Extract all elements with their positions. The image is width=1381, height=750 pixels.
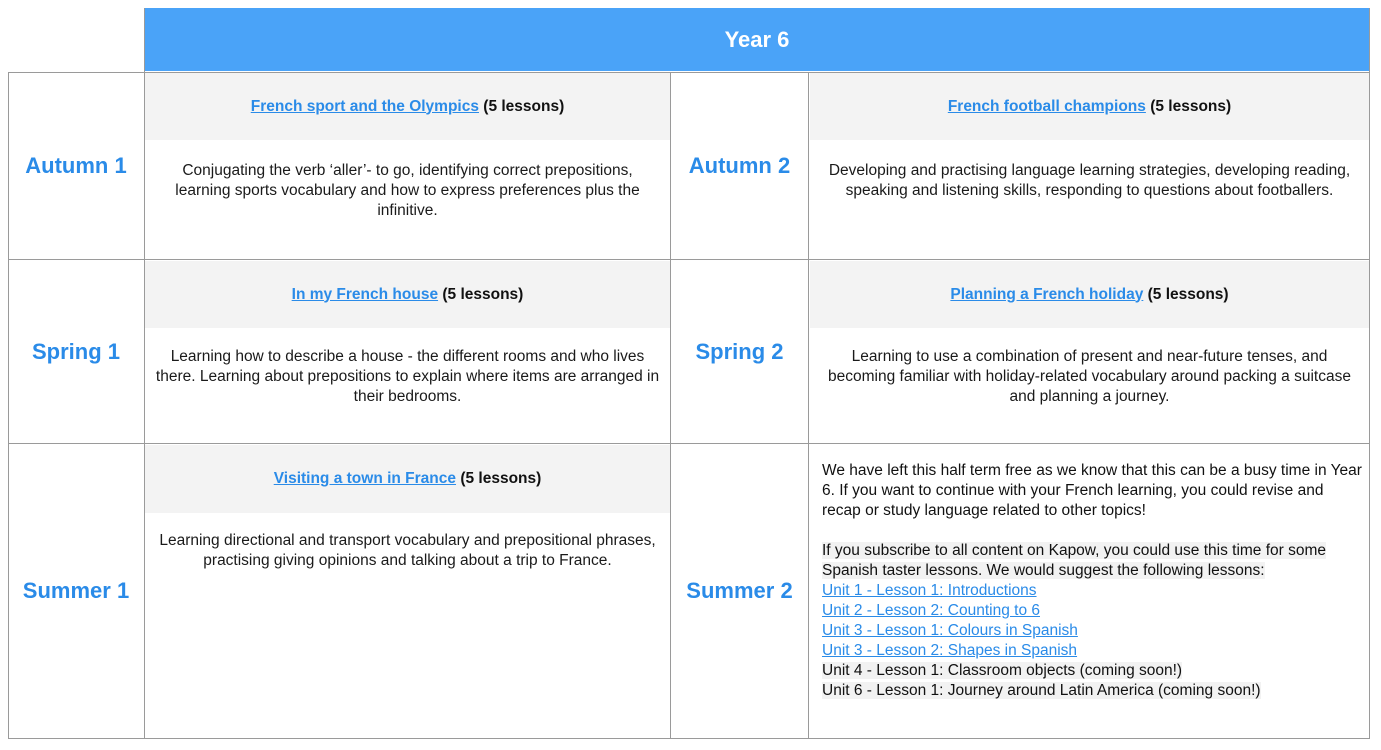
lesson-link-introductions[interactable]: Unit 1 - Lesson 1: Introductions [822,582,1037,599]
lesson-link-counting[interactable]: Unit 2 - Lesson 2: Counting to 6 [822,602,1040,619]
unit-title [145,73,670,140]
unit-description: Conjugating the verb ‘aller’- to go, identifying correct prepositions, learning sports vocabulary and how to express preferences plus the infinitive. [175,162,640,219]
unit-description: Learning to use a combination of present and near-future tenses, and becoming familiar with holiday-related vocabulary around packing a suitcase and planning a journey. [828,348,1351,405]
unit-link-french-sport[interactable]: French sport and the Olympics [250,97,479,115]
unit-title [810,73,1369,140]
unit-link-french-football[interactable]: French football champions [947,97,1146,115]
lesson-count: (5 lessons) [456,470,542,487]
unit-title [145,261,670,328]
lesson-count: (5 lessons) [1145,97,1232,115]
lesson-link-colours[interactable]: Unit 3 - Lesson 1: Colours in Spanish [822,622,1078,639]
summer-2-content [822,461,1362,701]
term-summer-1: Summer 1 [22,578,130,603]
lesson-count: (5 lessons) [478,97,565,115]
term-autumn-1: Autumn 1 [25,153,127,178]
lesson-count: (5 lessons) [1143,285,1229,303]
year-title: Year 6 [724,26,790,52]
subscribe-text: If you subscribe to all content on Kapow, you could use this time for some Spanish taster lessons. We would suggest the following lessons: [822,542,1327,579]
year-header [145,8,1369,71]
lesson-link-shapes[interactable]: Unit 3 - Lesson 2: Shapes in Spanish [822,642,1078,659]
term-autumn-2: Autumn 2 [688,153,791,178]
lesson-coming-classroom: Unit 4 - Lesson 1: Classroom objects (coming soon!) [822,662,1183,679]
unit-title [810,261,1369,328]
unit-description: Learning directional and transport vocabulary and prepositional phrases, practising giving opinions and talking about a trip to France. [159,532,656,569]
grid-line [1369,8,1370,739]
unit-link-visiting-town[interactable]: Visiting a town in France [273,470,457,487]
unit-link-french-house[interactable]: In my French house [291,285,439,303]
term-spring-2: Spring 2 [695,338,784,364]
summer-2-subscribe [822,541,1362,581]
summer-2-intro: We have left this half term free as we know that this can be a busy time in Year 6. If you want to continue with your French learning, you could revise and recap or study language related to other topics! [822,462,1362,519]
term-summer-2: Summer 2 [686,578,793,603]
unit-title [145,445,670,513]
lesson-count: (5 lessons) [438,285,524,303]
unit-link-french-holiday[interactable]: Planning a French holiday [950,285,1144,303]
grid-line [808,72,809,739]
unit-description: Learning how to describe a house - the different rooms and who lives there. Learning about prepositions to explain where items are arranged in their bedrooms. [155,348,660,405]
grid-line [8,738,1370,739]
term-spring-1: Spring 1 [31,338,120,364]
unit-description: Developing and practising language learning strategies, developing reading, speaking and listening skills, responding to questions about footballers. [828,162,1351,199]
lesson-coming-latin-america: Unit 6 - Lesson 1: Journey around Latin America (coming soon!) [822,682,1261,699]
